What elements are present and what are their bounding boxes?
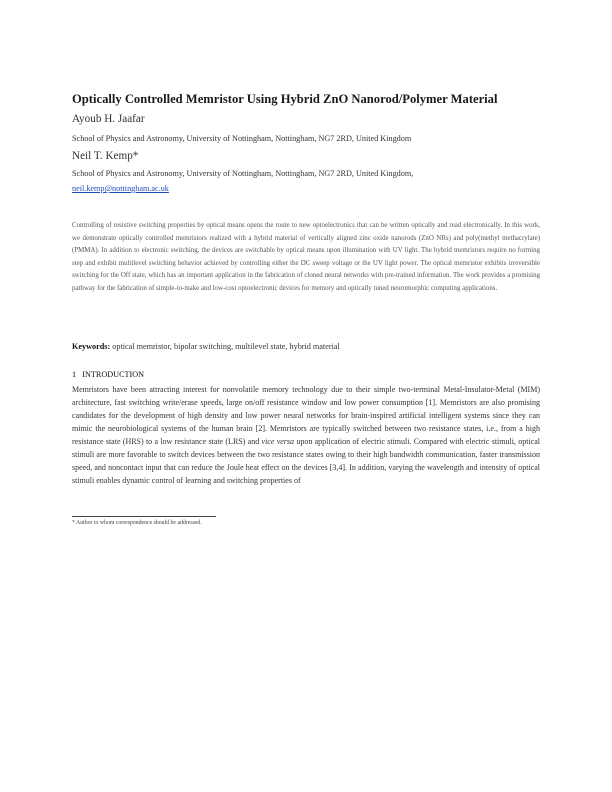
author-2-email-link[interactable]: neil.kemp@nottingham.ac.uk — [72, 184, 169, 193]
keywords-label: Keywords: — [72, 342, 111, 351]
author-2-name: Neil T. Kemp* — [72, 150, 139, 162]
footnote-rule — [72, 516, 216, 517]
abstract: Controlling of resistive switching properties by optical means opens the route to new optoelectronics that can be written optically and read electronically. In this work, we demonstrate optically controlled memristors realized with a hybrid material of vertically aligned zinc oxide nanorods (ZnO NRs) and poly(methyl methacrylate) (PMMA). In addition to electronic switching, the devices are switchable by optical means upon illumination with UV light. The hybrid memristors require no forming step and exhibit multilevel switching behavior achieved by controlling either the DC sweep voltage or the UV light power. The optical memristor exhibits irreversible switching for the Off state, which has an important application in the fabrication of cloned neural networks with pre-trained information. The work provides a promising pathway for the fabrication of simple-to-make and low-cost optoelectronic devices for memory and optically tuned neuromorphic computing applications. — [72, 222, 540, 292]
intro-italic-phrase: vice versa — [261, 437, 295, 447]
section-heading — [72, 370, 144, 379]
footnote: * Author to whom correspondence should be addressed. — [72, 520, 202, 526]
author-1-affiliation: School of Physics and Astronomy, University of Nottingham, Nottingham, NG7 2RD, United Kingdom — [72, 134, 412, 143]
section-title: INTRODUCTION — [82, 370, 145, 379]
paper-title: Optically Controlled Memristor Using Hybrid ZnO Nanorod/Polymer Material — [72, 92, 498, 106]
intro-text-part-2: upon application of electric stimuli. Compared with electric stimuli, optical stimuli are more favorable to switch devices between the two resistance states owing to their high bandwidth communication, faster transmission speed, and noncontact input that can reduce the Joule heat effect on the devices [3,4]. In addition, varying the wavelength and intensity of optical stimuli enables dynamic control of learning and switching properties of — [72, 437, 540, 486]
introduction-paragraph — [72, 383, 540, 487]
section-number: 1 — [72, 370, 77, 379]
author-2-affiliation: School of Physics and Astronomy, University of Nottingham, Nottingham, NG7 2RD, United Kingdom, — [72, 169, 414, 178]
intro-text-part-1: Memristors have been attracting interest for nonvolatile memory technology due to their simple two-terminal Metal-Insulator-Metal (MIM) architecture, fast switching write/erase speeds, large on/off resistance window and low power consumption [1]. Memristors are also promising candidates for the development of high density and low power neural networks for brain-inspired artificial intelligent systems since they can mimic the neurobiological systems of the human brain [2]. Memristors are typically switched between two resistance states, i.e., from a high resistance state (HRS) to a low resistance state (LRS) and — [72, 385, 540, 447]
keywords-line — [72, 342, 540, 351]
keywords-list: optical memristor, bipolar switching, multilevel state, hybrid material — [112, 342, 340, 351]
author-1-name: Ayoub H. Jaafar — [72, 113, 145, 125]
